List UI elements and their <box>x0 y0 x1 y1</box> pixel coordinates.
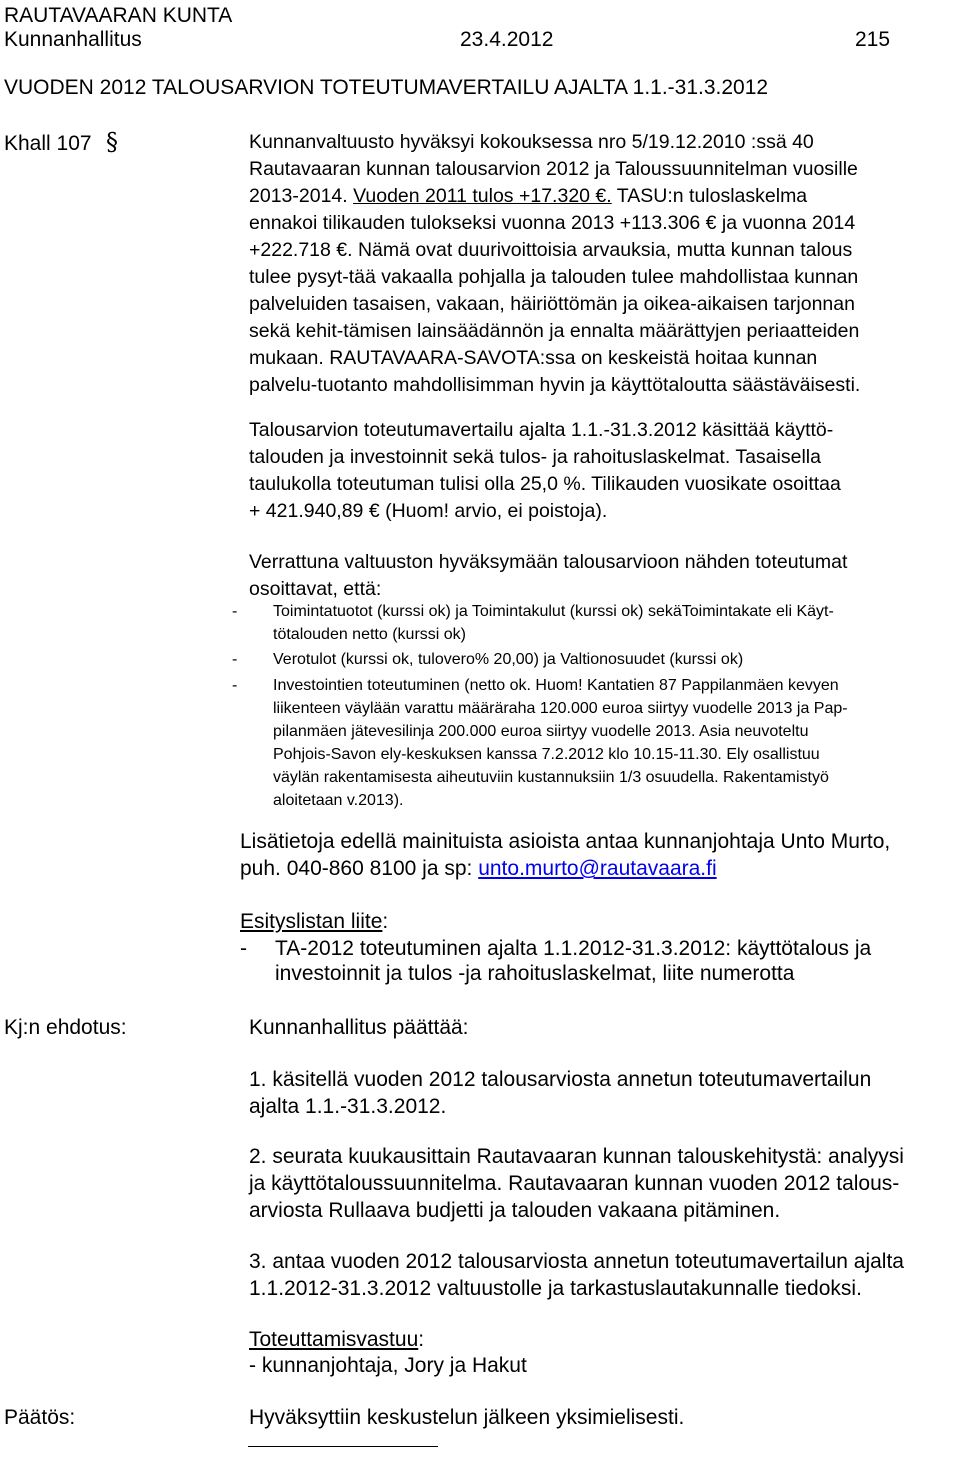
attachment-item[interactable]: TA-2012 toteutuminen ajalta 1.1.2012-31.3.2012: käyttötalous ja <box>275 937 872 960</box>
page-number: 215 <box>855 28 891 51</box>
decision-label: Päätös: <box>4 1406 76 1429</box>
text-line: Verrattuna valtuuston hyväksymään talousarvioon nähden toteutumat <box>249 551 848 573</box>
signature-line <box>248 1446 438 1447</box>
document-title: VUODEN 2012 TALOUSARVION TOTEUTUMAVERTAILU AJALTA 1.1.-31.3.2012 <box>4 76 769 99</box>
text-line: 2013-2014. Vuoden 2011 tulos +17.320 €. TASU:n tuloslaskelma <box>249 185 808 207</box>
proposal-item-1: 1. käsitellä vuoden 2012 talousarviosta annetun toteutumavertailun ajalta 1.1.-31.3.2012. <box>249 1068 872 1118</box>
text-line: +222.718 €. Nämä ovat duurivoittoisia arvauksia, mutta kunnan talous <box>249 239 853 261</box>
section-sign-icon: § <box>106 128 118 156</box>
text-line: ennakoi tilikauden tulokseksi vuonna 2013 +113.306 € ja vuonna 2014 <box>249 212 856 234</box>
bullet-dash: - <box>232 603 238 620</box>
list-item: Toimintatuotot (kurssi ok) ja Toimintakulut (kurssi ok) sekäToimintakate eli Käyt- <box>273 603 834 620</box>
text-line: taulukolla toteutuman tulisi olla 25,0 %. Tilikauden vuosikate osoittaa <box>249 473 841 495</box>
text-line: + 421.940,89 € (Huom! arvio, ei poistoja). <box>249 500 608 522</box>
responsibility-heading: Toteuttamisvastuu: <box>249 1328 425 1351</box>
result-2011: Vuoden 2011 tulos +17.320 €. <box>353 185 612 207</box>
text-line: palveluiden tasaisen, vakaan, häiriöttömän ja oikea-aikaisen tarjonnan <box>249 293 855 315</box>
meeting-date: 23.4.2012 <box>460 28 554 51</box>
text-line: talouden ja investoinnit sekä tulos- ja rahoituslaskelmat. Tasaisella <box>249 446 821 468</box>
list-item: väylän rakentamisesta aiheutuviin kustannuksiin 1/3 osuudella. Rakentamistyö <box>273 769 829 786</box>
proposal-item-2: 2. seurata kuukausittain Rautavaaran kunnan talouskehitystä: analyysi ja käyttötaloussuunnitelma. Rautavaaran kunnan vuoden 2012 talous- arviosta Rullaava budjetti ja talouden vakaana pitäminen. <box>249 1145 904 1222</box>
attachment-item: investoinnit ja tulos -ja rahoituslaskelmat, liite numerotta <box>275 962 795 985</box>
info-line: Lisätietoja edellä mainituista asioista antaa kunnanjohtaja Unto Murto, <box>240 830 891 853</box>
text-line: Rautavaaran kunnan talousarvion 2012 ja Taloussuunnitelman vuosille <box>249 158 858 180</box>
responsibility-text: - kunnanjohtaja, Jory ja Hakut <box>249 1354 527 1377</box>
proposal-intro: Kunnanhallitus päättää: <box>249 1016 469 1039</box>
list-item: liikenteen väylään varattu määräraha 120.000 euroa siirtyy vuodelle 2013 ja Pap- <box>273 700 848 717</box>
body-name: Kunnanhallitus <box>4 28 142 51</box>
attachments-heading: Esityslistan liite: <box>240 910 389 933</box>
text-line: osoittavat, että: <box>249 578 382 600</box>
bullet-dash: - <box>232 651 238 668</box>
text-line: mukaan. RAUTAVAARA-SAVOTA:ssa on keskeistä hoitaa kunnan <box>249 347 818 369</box>
list-item: Pohjois-Savon ely-keskuksen kanssa 7.2.2012 klo 10.15-11.30. Ely osallistuu <box>273 746 820 763</box>
paragraph-comparison <box>249 417 949 525</box>
text-line: palvelu-tuotanto mahdollisimman hyvin ja käyttötaloutta säästäväisesti. <box>249 374 861 396</box>
info-contact: puh. 040-860 8100 ja sp: unto.murto@rautavaara.fi <box>240 857 717 880</box>
list-item: aloitetaan v.2013). <box>273 792 404 809</box>
email-link[interactable]: unto.murto@rautavaara.fi <box>478 857 717 880</box>
org-name: RAUTAVAARAN KUNTA <box>4 4 233 27</box>
paragraph-budget <box>249 129 949 399</box>
decision-text: Hyväksyttiin keskustelun jälkeen yksimielisesti. <box>249 1406 685 1429</box>
paragraph-findings <box>249 549 949 603</box>
proposal-item-3: 3. antaa vuoden 2012 talousarviosta annetun toteutumavertailun ajalta 1.1.2012-31.3.2012 valtuustolle ja tarkastuslautakunnalle tiedoksi. <box>249 1250 904 1300</box>
text-line: Kunnanvaltuusto hyväksyi kokouksessa nro 5/19.12.2010 :ssä 40 <box>249 131 814 153</box>
list-item: pilanmäen jätevesilinja 200.000 euroa siirtyy vuodelle 2013. Asia neuvoteltu <box>273 723 809 740</box>
text-line: sekä kehit-tämisen lainsäädännön ja ennalta määrättyjen periaatteiden <box>249 320 860 342</box>
text-line: tulee pysyt-tää vakaalla pohjalla ja talouden tulee mahdollistaa kunnan <box>249 266 859 288</box>
attachment-dash: - <box>240 937 247 960</box>
section-id: Khall 107 <box>4 132 92 155</box>
list-item: Verotulot (kurssi ok, tulovero% 20,00) ja Valtionosuudet (kurssi ok) <box>273 651 744 668</box>
list-item: tötalouden netto (kurssi ok) <box>273 626 466 643</box>
text-line: Talousarvion toteutumavertailu ajalta 1.1.-31.3.2012 käsittää käyttö- <box>249 419 834 441</box>
list-item: Investointien toteutuminen (netto ok. Huom! Kantatien 87 Pappilanmäen kevyen <box>273 677 839 694</box>
proposal-label: Kj:n ehdotus: <box>4 1016 127 1039</box>
bullet-dash: - <box>232 677 238 694</box>
